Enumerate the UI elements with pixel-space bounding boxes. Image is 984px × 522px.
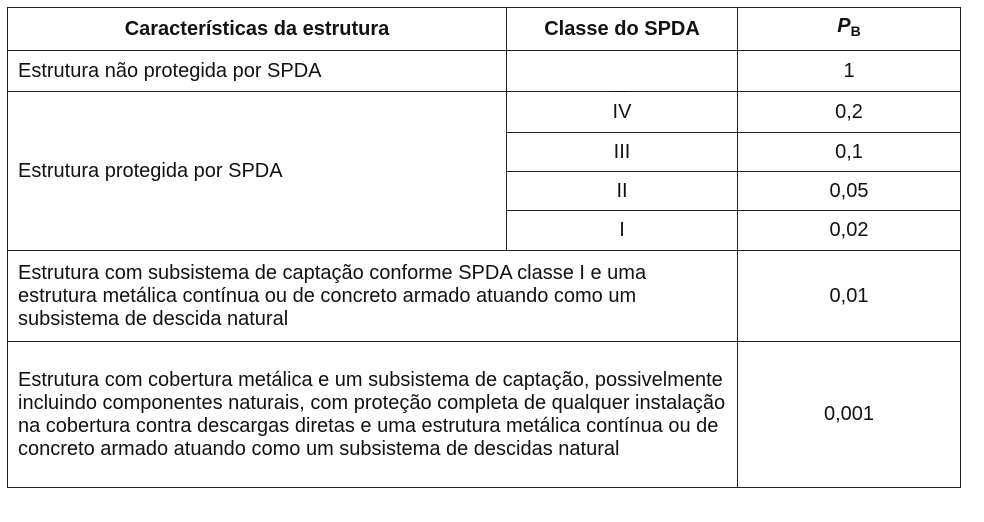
table-row <box>8 251 961 342</box>
cell-characteristics: Estrutura protegida por SPDA <box>8 92 507 251</box>
header-spda-class: Classe do SPDA <box>507 8 738 51</box>
header-pb <box>738 8 961 51</box>
pb-values-table <box>7 7 961 488</box>
header-pb-subscript: B <box>850 23 861 39</box>
table-header-row <box>8 8 961 51</box>
cell-pb: 0,1 <box>738 133 961 172</box>
cell-characteristics: Estrutura não protegida por SPDA <box>8 51 507 92</box>
cell-characteristics: Estrutura com subsistema de captação conforme SPDA classe I e uma estrutura metálica contínua ou de concreto armado atuando como um subsistema de descida natural <box>8 251 738 342</box>
cell-pb: 0,2 <box>738 92 961 133</box>
cell-pb: 1 <box>738 51 961 92</box>
cell-spda-class: II <box>507 172 738 211</box>
cell-pb: 0,02 <box>738 211 961 251</box>
header-characteristics: Características da estrutura <box>8 8 507 51</box>
cell-spda-class: I <box>507 211 738 251</box>
cell-characteristics: Estrutura com cobertura metálica e um subsistema de captação, possivelmente incluindo componentes naturais, com proteção completa de qualquer instalação na cobertura contra descargas diretas e uma estrutura metálica contínua ou de concreto armado atuando como um subsistema de descidas natural <box>8 342 738 488</box>
header-pb-symbol: P <box>837 15 851 37</box>
table-row <box>8 51 961 92</box>
cell-pb: 0,05 <box>738 172 961 211</box>
cell-spda-class <box>507 51 738 92</box>
dash-mark <box>614 68 630 92</box>
cell-spda-class: III <box>507 133 738 172</box>
cell-pb: 0,001 <box>738 342 961 488</box>
table-row <box>8 92 961 133</box>
cell-spda-class: IV <box>507 92 738 133</box>
table-row <box>8 342 961 488</box>
cell-pb: 0,01 <box>738 251 961 342</box>
